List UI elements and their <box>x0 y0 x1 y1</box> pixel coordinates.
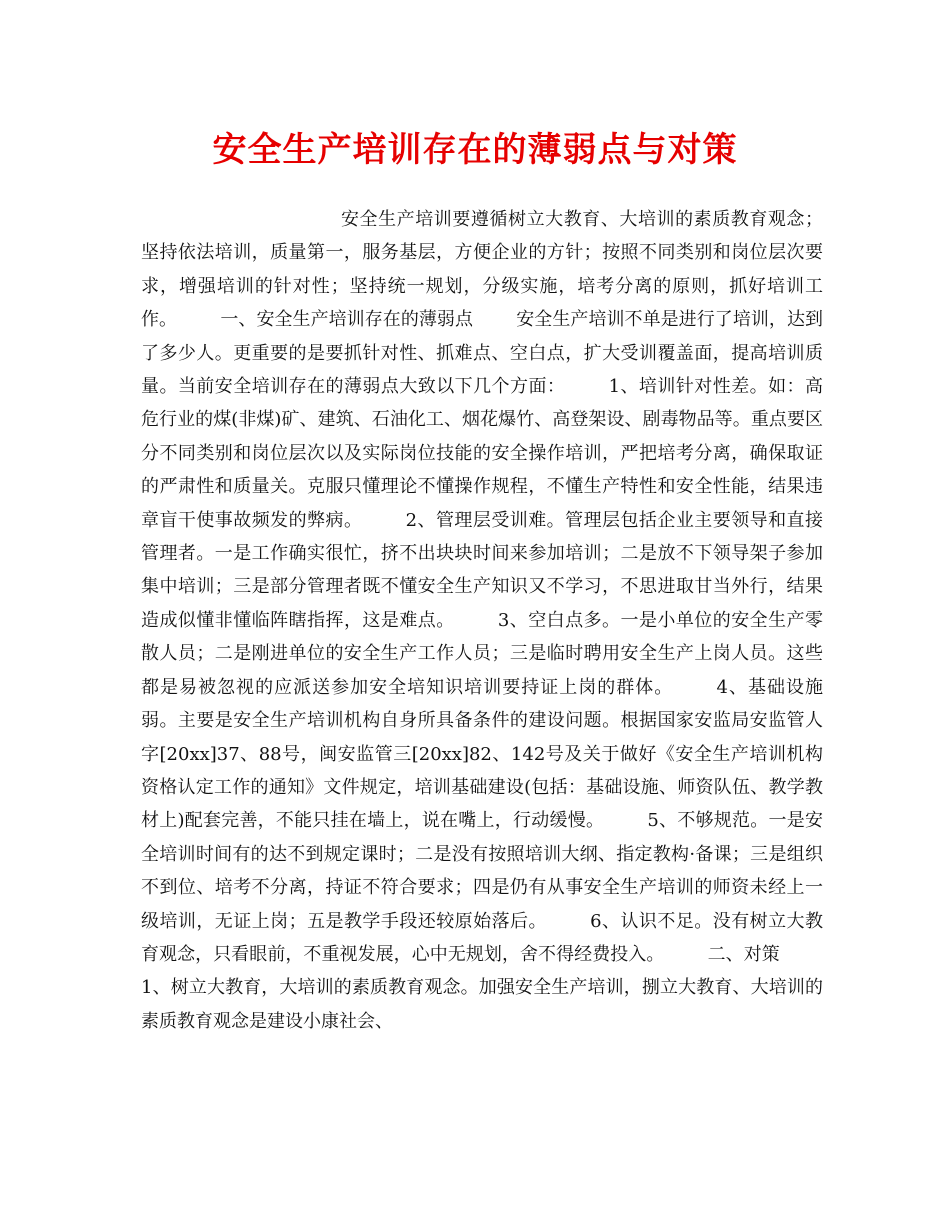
list-item-5: 5、不够规范。一是安全培训时间有的达不到规定课时；二是没有按照培训大纲、指定教构·备课；三是组织不到位、培考不分离，持证不符合要求；四是仍有从事安全生产培训的师资未经上一级培训，无证上岗；五是教学手段还较原始落后。 <box>141 810 823 932</box>
paragraph-weak-points-intro: 安全生产培训不单是进行了培训，达到了多少人。更重要的是要抓针对性、抓难点、空白点，扩大受训覆盖面，提高培训质量。当前安全培训存在的薄弱点大致以下几个方面： <box>141 309 824 398</box>
list-item-1: 1、培训针对性差。如：高危行业的煤(非煤)矿、建筑、石油化工、烟花爆竹、高登架设、剧毒物品等。重点要区分不同类别和岗位层次以及实际岗位技能的安全操作培训，严把培考分离，确保取证的严肃性和质量关。克服只懂理论不懂操作规程，不懂生产特性和安全性能，结果违章盲干使事故频发的弊病。 <box>141 376 823 531</box>
list-item-3: 3、空白点多。一是小单位的安全生产零散人员；二是刚进单位的安全生产工作人员；三是临时聘用安全生产上岗人员。这些都是易被忽视的应派送参加安全培知识培训要持证上岗的群体。 <box>141 609 824 698</box>
countermeasure-item-1: 1、树立大教育，大培训的素质教育观念。加强安全生产培训，捌立大教育、大培训的素质教育观念是建设小康社会、 <box>141 977 823 1032</box>
list-item-6: 6、认识不足。没有树立大教育观念，只看眼前，不重视发展，心中无规划，舍不得经费投入。 <box>141 910 823 965</box>
section-heading-weak-points: 一、安全生产培训存在的薄弱点 <box>220 309 474 331</box>
document-title: 安全生产培训存在的薄弱点与对策 <box>212 130 738 170</box>
list-item-2: 2、管理层受训难。管理层包括企业主要领导和直接管理者。一是工作确实很忙，挤不出块块时间来参加培训；二是放不下领导架子参加集中培训；三是部分管理者既不懂安全生产知识又不学习，不思进取甘当外行，结果造成似懂非懂临阵瞎指挥，这是难点。 <box>141 509 823 631</box>
section-heading-countermeasures: 二、对策 <box>707 943 780 965</box>
paragraph-intro: 安全生产培训要遵循树立大教育、大培训的素质教育观念；坚持依法培训，质量第一，服务基层，方便企业的方针；按照不同类别和岗位层次要求，增强培训的针对性；坚持统一规划，分级实施，培考分离的原则，抓好培训工作。 <box>141 209 823 331</box>
document-body <box>141 203 823 1038</box>
list-item-4: 4、基础设施弱。主要是安全生产培训机构自身所具备条件的建设问题。根据国家安监局安监管人字[20xx]37、88号，闽安监管三[20xx]82、142号及关于做好《安全生产培训机构资格认定工作的通知》文件规定，培训基础建设(包括：基础设施、师资队伍、教学教材上)配套完善，不能只挂在墙上，说在嘴上，行动缓慢。 <box>141 676 824 832</box>
